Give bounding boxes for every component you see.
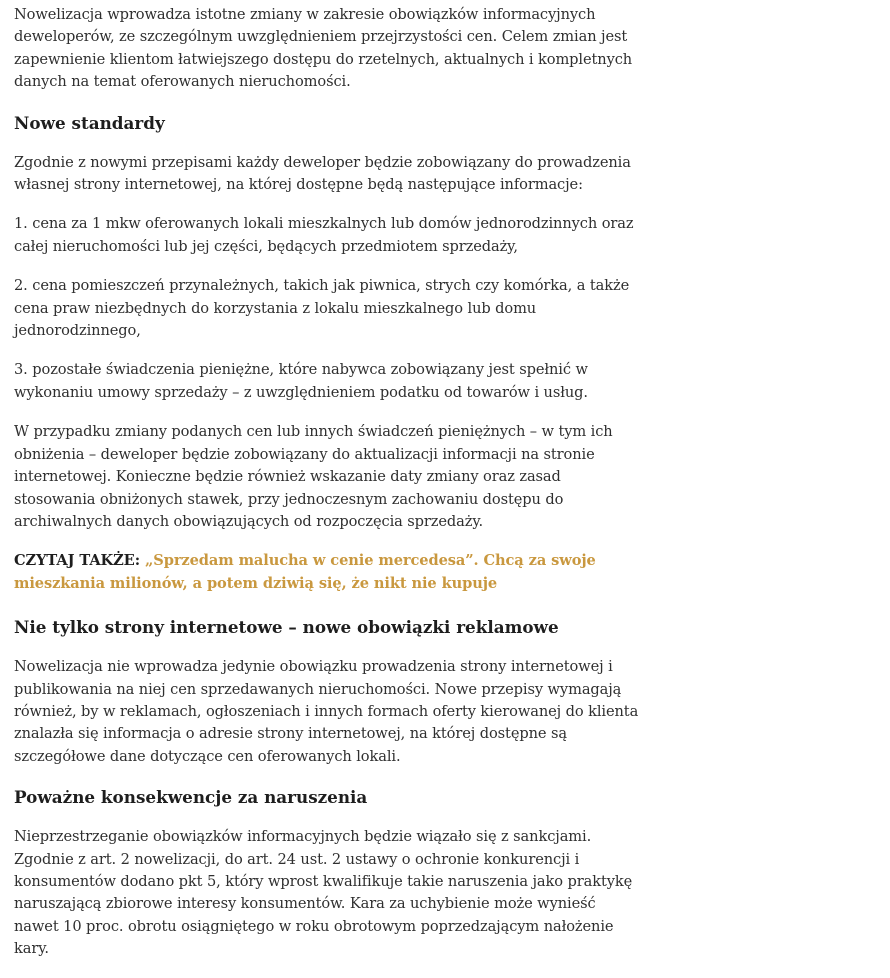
intro-paragraph: Nowelizacja wprowadza istotne zmiany w zakresie obowiązków informacyjnych deweloperów, ze szczególnym uwzględnieniem przejrzystości cen. Celem zmian jest zapewnienie klientom łatwiejszego dostępu do rzetelnych, aktualnych i kompletnych danych na temat oferowanych nieruchomości.	[14, 6, 633, 91]
section-heading-consequences: Poważne konsekwencje za naruszenia	[14, 787, 368, 808]
section-paragraph: W przypadku zmiany podanych cen lub innych świadczeń pieniężnych – w tym ich obniżenia – deweloper będzie zobowiązany do aktualizacji informacji na stronie internetowej. Konieczne będzie również wskazanie daty zmiany oraz zasad stosowania obniżonych stawek, przy jednoczesnym zachowaniu dostępu do archiwalnych danych obowiązujących od rozpoczęcia sprzedaży.	[14, 423, 613, 530]
read-also-label: CZYTAJ TAKŻE:	[14, 552, 140, 570]
section-paragraph: Nieprzestrzeganie obowiązków informacyjnych będzie wiązało się z sankcjami. Zgodnie z art. 2 nowelizacji, do art. 24 ust. 2 ustawy o ochronie konkurencji i konsumentów dodano pkt 5, który wprost kwalifikuje takie naruszenia jako praktykę naruszającą zbiorowe interesy konsumentów. Kara za uchybienie może wynieść nawet 10 proc. obrotu osiągniętego w roku obrotowym poprzedzającym nałożenie kary.	[14, 828, 633, 958]
section-heading-new-standards: Nowe standardy	[14, 112, 165, 133]
article-body	[14, 4, 644, 978]
read-also-box	[14, 550, 644, 595]
section-paragraph: Nowelizacja nie wprowadza jedynie obowiązku prowadzenia strony internetowej i publikowania na niej cen sprzedawanych nieruchomości. Nowe przepisy wymagają również, by w reklamach, ogłoszeniach i innych formach oferty kierowanej do klienta znalazła się informacja o adresie strony internetowej, na której dostępne są szczegółowe dane dotyczące cen oferowanych lokali.	[14, 658, 639, 765]
section-paragraph: Zgodnie z nowymi przepisami każdy deweloper będzie zobowiązany do prowadzenia własnej strony internetowej, na której dostępne będą następujące informacje:	[14, 153, 631, 194]
list-item: 1. cena za 1 mkw oferowanych lokali mieszkalnych lub domów jednorodzinnych oraz całej nieruchomości lub jej części, będących przedmiotem sprzedaży,	[14, 215, 634, 255]
read-also-link[interactable]: „Sprzedam malucha w cenie mercedesa”. Chcą za swoje mieszkania milionów, a potem dziwią się, że nikt nie kupuje	[14, 552, 596, 592]
section-heading-advertising: Nie tylko strony internetowe – nowe obowiązki reklamowe	[14, 617, 559, 638]
list-item: 3. pozostałe świadczenia pieniężne, które nabywca zobowiązany jest spełnić w wykonaniu umowy sprzedaży – z uwzględnieniem podatku od towarów i usług.	[14, 361, 588, 401]
list-item: 2. cena pomieszczeń przynależnych, takich jak piwnica, strych czy komórka, a także cena praw niezbędnych do korzystania z lokalu mieszkalnego lub domu jednorodzinnego,	[14, 277, 630, 340]
